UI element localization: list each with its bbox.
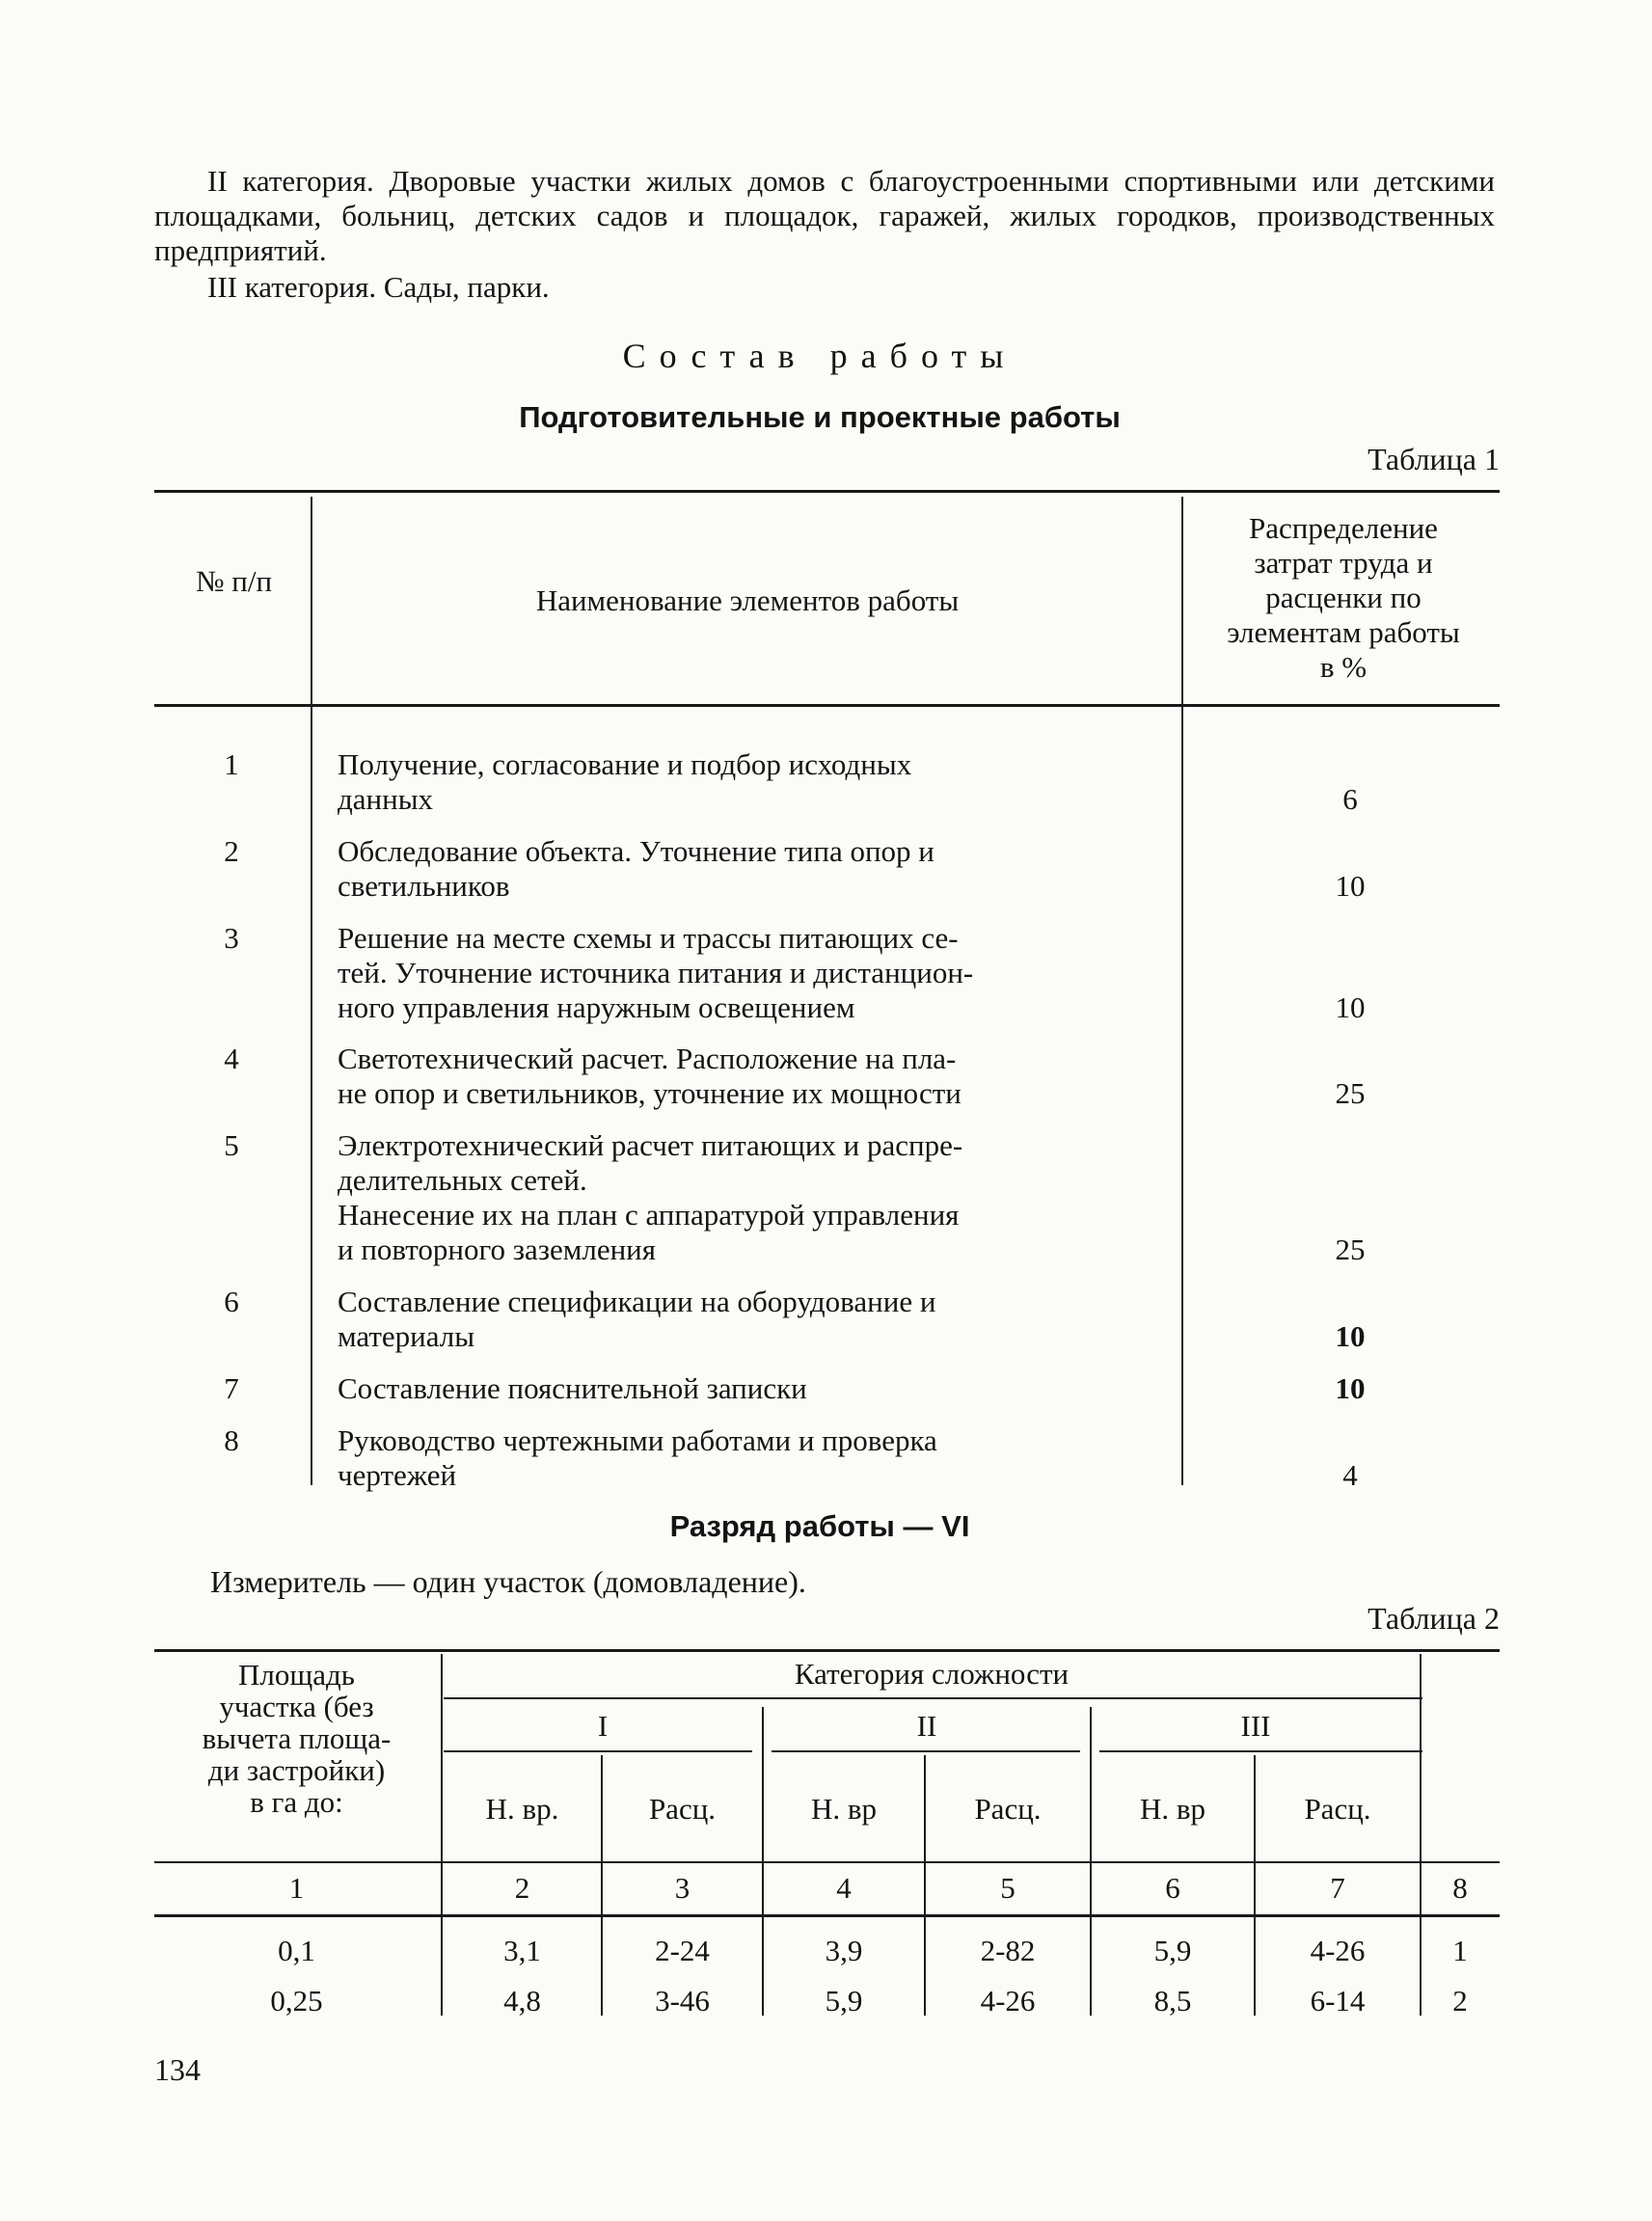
table2-category-2: II xyxy=(916,1709,937,1743)
table2-col-number: 1 xyxy=(288,1871,305,1905)
table1-header-distribution: Распределение затрат труда и расценки по элементам работы в % xyxy=(1227,511,1460,684)
table-row-num: 8 xyxy=(224,1423,239,1457)
table-row-num: 7 xyxy=(224,1371,239,1405)
table2-subheader: Н. вр xyxy=(810,1792,878,1826)
work-grade: Разряд работы — VI xyxy=(669,1509,970,1543)
table-row-num: 6 xyxy=(224,1285,239,1318)
table-row: 3-46 xyxy=(655,1984,710,2018)
table1-header-name: Наименование элементов работы xyxy=(535,583,960,617)
table2-label: Таблица 2 xyxy=(1368,1601,1500,1636)
table-row-value: 6 xyxy=(1342,782,1358,816)
table-row: 1 xyxy=(1452,1934,1468,1967)
table2-col-number: 4 xyxy=(836,1871,852,1905)
table2-complexity-header: Категория сложности xyxy=(794,1657,1070,1691)
table-row: 2-24 xyxy=(655,1934,710,1967)
table2-subheader: Н. вр. xyxy=(485,1792,559,1826)
table1-label: Таблица 1 xyxy=(1368,442,1500,476)
table-row-text: Руководство чертежными работами и проверка чертежей xyxy=(338,1423,937,1492)
table2-col-number: 6 xyxy=(1165,1871,1180,1905)
table2-col-number: 7 xyxy=(1330,1871,1345,1905)
table-row-value: 4 xyxy=(1342,1458,1358,1492)
table-row: 0,25 xyxy=(270,1984,323,2018)
measure-text: Измеритель — один участок (домовладение). xyxy=(210,1564,806,1599)
table-row: 2-82 xyxy=(980,1934,1036,1967)
table2-col-number: 2 xyxy=(514,1871,530,1905)
table2-col-number: 8 xyxy=(1452,1871,1468,1905)
table-row-text: Получение, согласование и подбор исходных данных xyxy=(338,747,912,816)
table-row-value: 10 xyxy=(1335,1319,1366,1353)
table-row-value: 10 xyxy=(1335,869,1366,903)
table-row: 0,1 xyxy=(278,1934,315,1967)
table1-header-num: № п/п xyxy=(195,564,273,598)
table-row-value: 25 xyxy=(1335,1232,1366,1266)
table-row-num: 1 xyxy=(224,747,239,781)
table-row-text: Составление пояснительной записки xyxy=(338,1371,807,1405)
section-title: Состав работы xyxy=(622,337,1017,375)
table-row-text: Светотехнический расчет. Расположение на пла- не опор и светильников, уточнение их мощности xyxy=(338,1042,961,1110)
table-row-text: Составление спецификации на оборудование и материалы xyxy=(338,1285,936,1353)
table2-col-number: 3 xyxy=(674,1871,691,1905)
table-row: 3,1 xyxy=(503,1934,541,1967)
table-row-num: 2 xyxy=(224,834,239,868)
category-2-paragraph: II категория. Дворовые участки жилых домов с благоустроенными спортивными или детскими площадками, больниц, детских садов и площадок, гаражей, жилых городков, производственных предприятий. xyxy=(154,164,1495,267)
table2-col-number: 5 xyxy=(1000,1871,1016,1905)
table-row-num: 5 xyxy=(224,1128,239,1162)
table2-subheader: Расц. xyxy=(1304,1792,1371,1826)
table-row: 2 xyxy=(1452,1984,1468,2018)
table-row: 4,8 xyxy=(503,1984,541,2018)
table2-area-header: Площадь участка (без вычета площа- ди застройки) в га до: xyxy=(202,1658,392,1819)
table-row-value: 10 xyxy=(1335,1371,1366,1405)
table-row-value: 10 xyxy=(1335,990,1366,1024)
table2-subheader: Расц. xyxy=(648,1792,717,1826)
table2-subheader: Расц. xyxy=(974,1792,1042,1826)
table2-category-1: I xyxy=(597,1709,609,1743)
table-row: 3,9 xyxy=(825,1934,863,1967)
table2-category-3: III xyxy=(1240,1709,1271,1743)
category-3-paragraph: III категория. Сады, парки. xyxy=(207,270,550,304)
table-row-text: Электротехнический расчет питающих и распре- делительных сетей. Нанесение их на план с аппаратурой управления и повторного заземления xyxy=(338,1128,963,1266)
subsection-title: Подготовительные и проектные работы xyxy=(519,400,1121,434)
table-row: 8,5 xyxy=(1153,1984,1192,2018)
table-row-text: Решение на месте схемы и трассы питающих се- тей. Уточнение источника питания и дистанцион- ного управления наружным освещением xyxy=(338,921,974,1024)
table-row: 4-26 xyxy=(980,1984,1036,2018)
table-row-value: 25 xyxy=(1335,1076,1366,1110)
table-row: 5,9 xyxy=(1153,1934,1192,1967)
table2-subheader: Н. вр xyxy=(1139,1792,1206,1826)
table-row-num: 3 xyxy=(224,921,239,955)
table-row-num: 4 xyxy=(224,1042,239,1075)
table-row: 4-26 xyxy=(1310,1934,1366,1967)
table-row-text: Обследование объекта. Уточнение типа опор и светильников xyxy=(338,834,934,903)
table-row: 5,9 xyxy=(825,1984,863,2018)
table-row: 6-14 xyxy=(1310,1984,1366,2018)
page-number: 134 xyxy=(154,2052,201,2087)
